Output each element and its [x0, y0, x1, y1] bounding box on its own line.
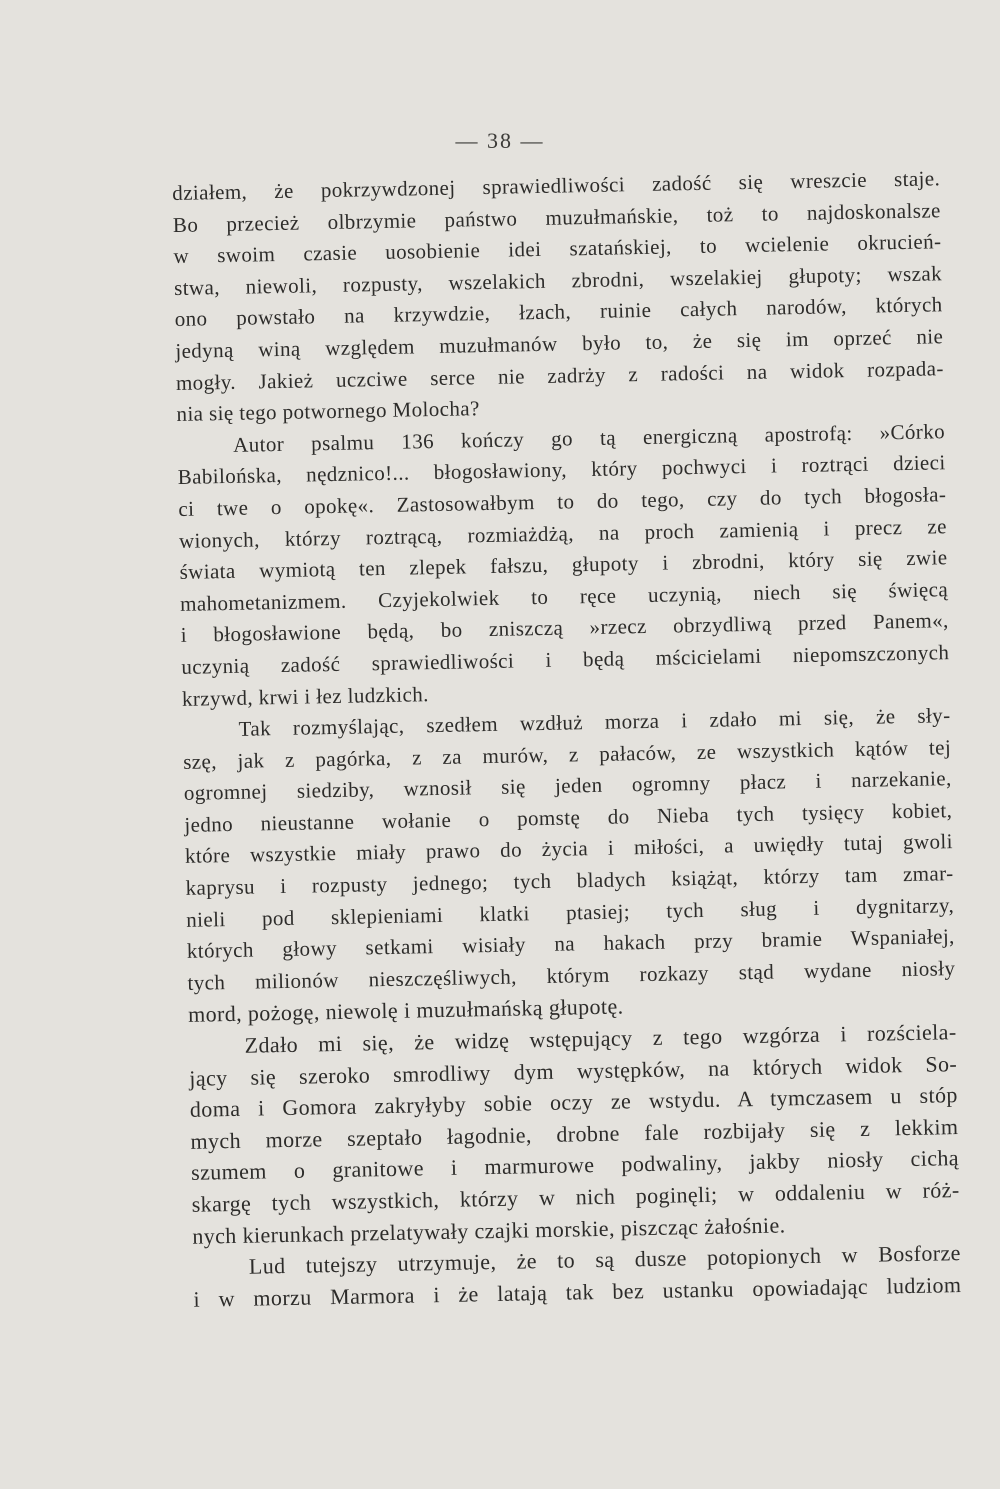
text-line: skargę tych wszystkich, którzy w nich poginęli; w oddaleniu w róż-	[191, 1177, 960, 1217]
text-line: ono powstało na krzywdzie, łzach, ruinie całych narodów, których	[174, 292, 943, 332]
text-line: jący się szeroko smrodliwy dym występków, na których widok So-	[189, 1050, 958, 1091]
text-line: nych kierunkach przelatywały czajki morskie, piszcząc żałośnie.	[192, 1212, 786, 1249]
text-line: które wszystkie miały prawo do życia i miłości, a uwiędły tutaj gwoli	[184, 829, 954, 869]
text-line: Zdało mi się, że widzę wstępujący z tego wzgórza i rozściela-	[244, 1019, 957, 1058]
text-line: doma i Gomora zakryłyby sobie oczy ze wstydu. A tymczasem u stóp	[189, 1082, 958, 1123]
text-line: kaprysu i rozpusty jednego; tych bladych książąt, którzy tam zmar-	[185, 861, 954, 900]
text-line: mord, pożogę, niewolę i muzułmańską głupotę.	[187, 993, 624, 1028]
text-line: w swoim czasie uosobienie idei szatańskiej, to wcielenie okrucień-	[173, 229, 942, 269]
text-line: świata wymiotą ten zlepek fałszu, głupoty i zbrodni, który się zwie	[179, 545, 948, 585]
text-line: krzywd, krwi i łez ludzkich.	[181, 681, 429, 711]
text-line: uczynią zadość sprawiedliwości i będą mścicielami niepomszczonych	[181, 640, 950, 679]
text-line: wionych, którzy roztrącą, rozmiażdżą, na proch zamienią i precz ze	[178, 513, 948, 553]
text-line: Bo przecież olbrzymie państwo muzułmańskie, toż to najdoskonalsze	[172, 197, 941, 237]
text-line: i błogosławione będą, bo zniszczą »rzecz obrzydliwą przed Panem«,	[180, 608, 949, 648]
text-line: Autor psalmu 136 kończy go tą energiczną apostrofą: »Córko	[232, 418, 946, 457]
text-line: ci twe o opokę«. Zastosowałbym to do tego, czy do tych błogosła-	[178, 482, 947, 521]
text-line: Tak rozmyślając, szedłem wzdłuż morza i zdało mi się, że sły-	[238, 703, 951, 741]
text-line: szę, jak z pagórka, z za murów, z pałaców, ze wszystkich kątów tej	[182, 734, 952, 774]
text-line: szumem o granitowe i marmurowe podwaliny, jakby niosły cichą	[190, 1145, 960, 1186]
text-line: nia się tego potwornego Molocha?	[176, 396, 480, 427]
text-line: działem, że pokrzywdzonej sprawiedliwości zadość się wreszcie staje.	[172, 166, 941, 205]
text-line: nieli pod sklepieniami klatki ptasiej; tych sług i dygnitarzy,	[186, 892, 955, 932]
text-line: których głowy setkami wisiały na hakach przy bramie Wspaniałej,	[186, 924, 955, 964]
text-line: mahometanizmem. Czyjekolwiek to ręce uczynią, niech się święcą	[179, 576, 949, 616]
body-text	[172, 163, 962, 1315]
text-line: jedyną winą względem muzułmanów było to, że się im oprzeć nie	[175, 324, 944, 363]
text-line: tych milionów nieszczęśliwych, którym rozkazy stąd wydane niosły	[187, 955, 956, 995]
text-line: Lud tutejszy utrzymuje, że to są dusze potopionych w Bosforze	[248, 1240, 962, 1279]
text-line: jedno nieustanne wołanie o pomstę do Nieba tych tysięcy kobiet,	[184, 798, 953, 837]
text-line: ogromnej siedziby, wznosił się jeden ogromny płacz i narzekanie,	[183, 766, 952, 806]
text-line: i w morzu Marmora i że latają tak bez ustanku opowiadając ludziom	[193, 1271, 962, 1312]
text-line: mych morze szeptało łagodnie, drobne fale rozbijały się z lekkim	[190, 1113, 959, 1154]
page-number: — 38 —	[455, 128, 545, 153]
text-line: stwa, niewoli, rozpusty, wszelakich zbrodni, wszelakiej głupoty; wszak	[173, 261, 943, 300]
text-line: Babilońska, nędznico!... błogosławiony, który pochwyci i roztrąci dzieci	[177, 450, 946, 490]
text-line: mogły. Jakież uczciwe serce nie zadrży z radości na widok rozpada-	[175, 355, 945, 395]
